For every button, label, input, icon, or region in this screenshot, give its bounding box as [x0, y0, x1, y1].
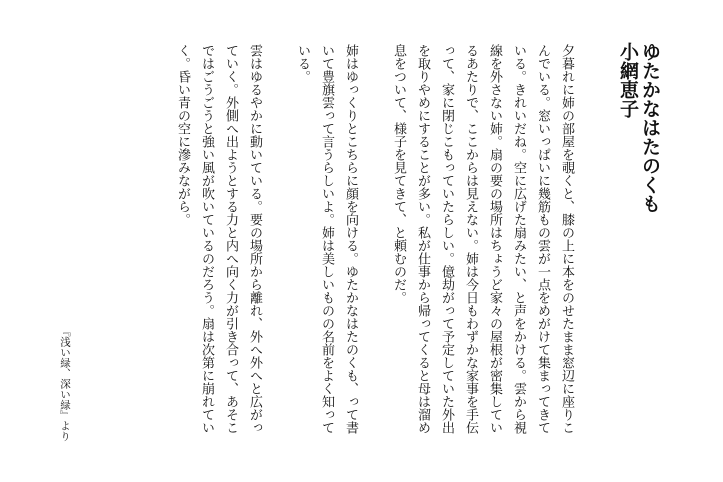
body-line: いる。きれいだね。空に広げた扇みたい、と声をかける。雲から視 — [511, 44, 526, 434]
body-line: 夕暮れに姉の部屋を覗くと、膝の上に本をのせたまま窓辺に座りこ — [559, 44, 574, 434]
body-line: く。昏い青の空に滲みながら。 — [175, 44, 190, 226]
poem-author: 小網恵子 — [617, 42, 639, 118]
body-line: 姉はゆっくりとこちらに顔を向ける。ゆたかなはたのくも、って書 — [343, 44, 358, 434]
body-line: んでいる。窓いっぱいに幾筋もの雲が一点をめがけて集まってきて — [535, 44, 550, 434]
body-line: 雲はゆるやかに動いている。要の場所から離れ、外へ外へと広がっ — [247, 44, 262, 434]
body-line: るあたりで、ここからは見えない。姉は今日もわずかな家事を手伝 — [463, 44, 478, 434]
body-line: いる。 — [295, 44, 310, 83]
body-line: って、家に閉じこもっていたらしい。億劫がって予定していた外出 — [439, 44, 454, 434]
body-line: を取りやめにすることが多い。私が仕事から帰ってくると母は溜め — [415, 44, 430, 434]
body-line: ではごうごうと強い風が吹いているのだろう。扇は次第に崩れてい — [199, 44, 214, 434]
body-line: 息をついて、様子を見てきて、と頼むのだ。 — [391, 44, 406, 304]
source-attribution: 『浅い緑、深い緑』より — [59, 326, 71, 442]
body-line: ていく。外側へ出ようとする力と内へ向く力が引き合って、あそこ — [223, 44, 238, 434]
body-line: 線を外さない姉。扇の要の場所はちょうど家々の屋根が密集してい — [487, 44, 502, 434]
body-line: いて豊旗雲って言うらしいよ。姉は美しいものの名前をよく知って — [319, 44, 334, 434]
poem-title: ゆたかなはたのくも — [639, 42, 661, 213]
